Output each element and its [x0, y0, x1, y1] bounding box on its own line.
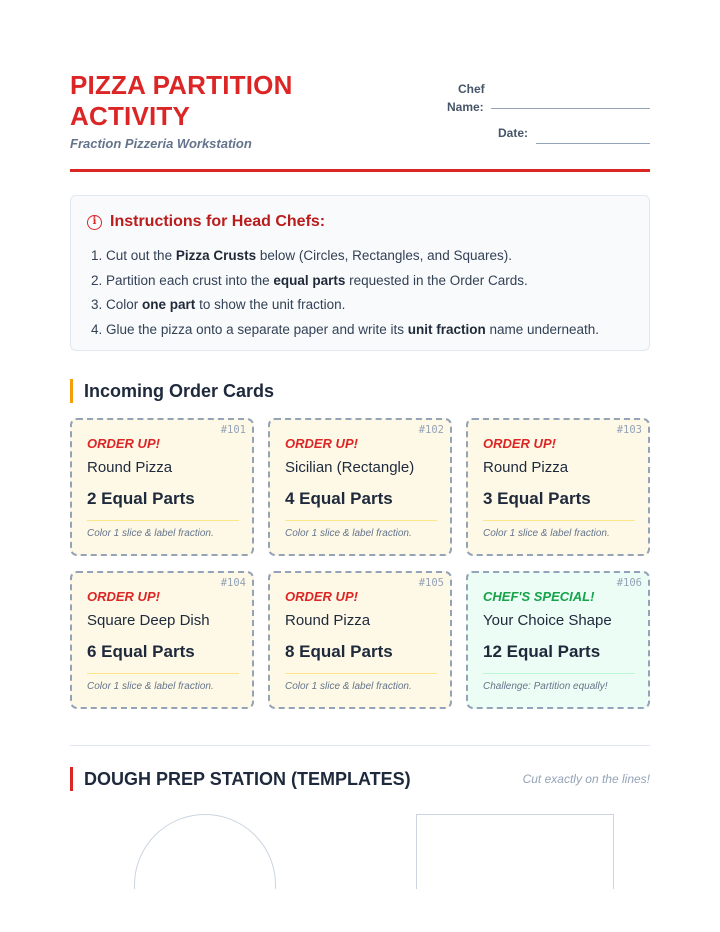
order-cards-heading — [70, 379, 274, 403]
instruction-step: 3. Color one part to show the unit fraction. — [91, 297, 346, 312]
page-title: PIZZA PARTITION ACTIVITY — [70, 70, 293, 131]
card-note: Color 1 slice & label fraction. — [87, 528, 214, 539]
order-label: ORDER UP! — [483, 436, 556, 451]
page-clip — [0, 889, 720, 932]
instruction-step: 2. Partition each crust into the equal parts requested in the Order Cards. — [91, 272, 528, 288]
instructions-list — [91, 244, 599, 342]
order-label: ORDER UP! — [87, 589, 160, 604]
chef-name-label-line2: Name: — [447, 100, 484, 114]
equal-parts: 2 Equal Parts — [87, 489, 195, 508]
equal-parts: 6 Equal Parts — [87, 642, 195, 661]
order-number: #102 — [418, 424, 444, 436]
pizza-type: Round Pizza — [483, 459, 569, 476]
section-divider — [70, 745, 650, 746]
card-note: Challenge: Partition equally! — [483, 681, 608, 692]
worksheet-header — [70, 70, 650, 170]
special-order-card — [466, 571, 650, 709]
date-field[interactable] — [536, 143, 650, 144]
order-label: CHEF'S SPECIAL! — [483, 589, 595, 604]
instructions-header — [87, 213, 325, 231]
card-note: Color 1 slice & label fraction. — [285, 681, 412, 692]
info-icon: i — [87, 215, 102, 230]
page-subtitle: Fraction Pizzeria Workstation — [70, 136, 252, 151]
card-note: Color 1 slice & label fraction. — [285, 528, 412, 539]
order-label: ORDER UP! — [285, 589, 358, 604]
order-card — [466, 418, 650, 556]
order-number: #104 — [220, 577, 246, 589]
instructions-title: Instructions for Head Chefs: — [110, 213, 326, 230]
cut-tip: Cut exactly on the lines! — [522, 772, 650, 786]
card-divider — [87, 673, 239, 674]
order-card — [268, 418, 452, 556]
pizza-type: Square Deep Dish — [87, 612, 210, 629]
date-label: Date: — [498, 126, 529, 140]
card-note: Color 1 slice & label fraction. — [87, 681, 214, 692]
chef-name-field[interactable] — [491, 108, 650, 109]
card-divider — [483, 520, 635, 521]
equal-parts: 4 Equal Parts — [285, 489, 393, 508]
order-number: #103 — [616, 424, 642, 436]
order-cards-title: Incoming Order Cards — [84, 380, 275, 401]
order-card — [70, 571, 254, 709]
section-accent-bar — [70, 379, 73, 403]
pizza-type: Round Pizza — [285, 612, 371, 629]
header-divider — [70, 169, 650, 172]
card-divider — [483, 673, 635, 674]
section-accent-bar — [70, 767, 73, 791]
pizza-type: Sicilian (Rectangle) — [285, 459, 415, 476]
order-card — [70, 418, 254, 556]
card-note: Color 1 slice & label fraction. — [483, 528, 610, 539]
templates-title: DOUGH PREP STATION (TEMPLATES) — [84, 768, 411, 789]
equal-parts: 8 Equal Parts — [285, 642, 393, 661]
order-label: ORDER UP! — [285, 436, 358, 451]
equal-parts: 3 Equal Parts — [483, 489, 591, 508]
instructions-box — [70, 195, 650, 351]
order-number: #106 — [616, 577, 642, 589]
pizza-type: Your Choice Shape — [483, 612, 612, 629]
order-card — [268, 571, 452, 709]
card-divider — [285, 520, 437, 521]
card-divider — [87, 520, 239, 521]
equal-parts: 12 Equal Parts — [483, 642, 601, 661]
instruction-step: 1. Cut out the Pizza Crusts below (Circles, Rectangles, and Squares). — [91, 248, 512, 263]
templates-heading — [70, 767, 411, 791]
card-divider — [285, 673, 437, 674]
order-label: ORDER UP! — [87, 436, 160, 451]
chef-name-label-line1: Chef — [458, 82, 485, 96]
pizza-type: Round Pizza — [87, 459, 173, 476]
order-number: #105 — [418, 577, 444, 589]
instruction-step: 4. Glue the pizza onto a separate paper and write its unit fraction name underneath. — [91, 321, 600, 337]
order-number: #101 — [220, 424, 246, 436]
